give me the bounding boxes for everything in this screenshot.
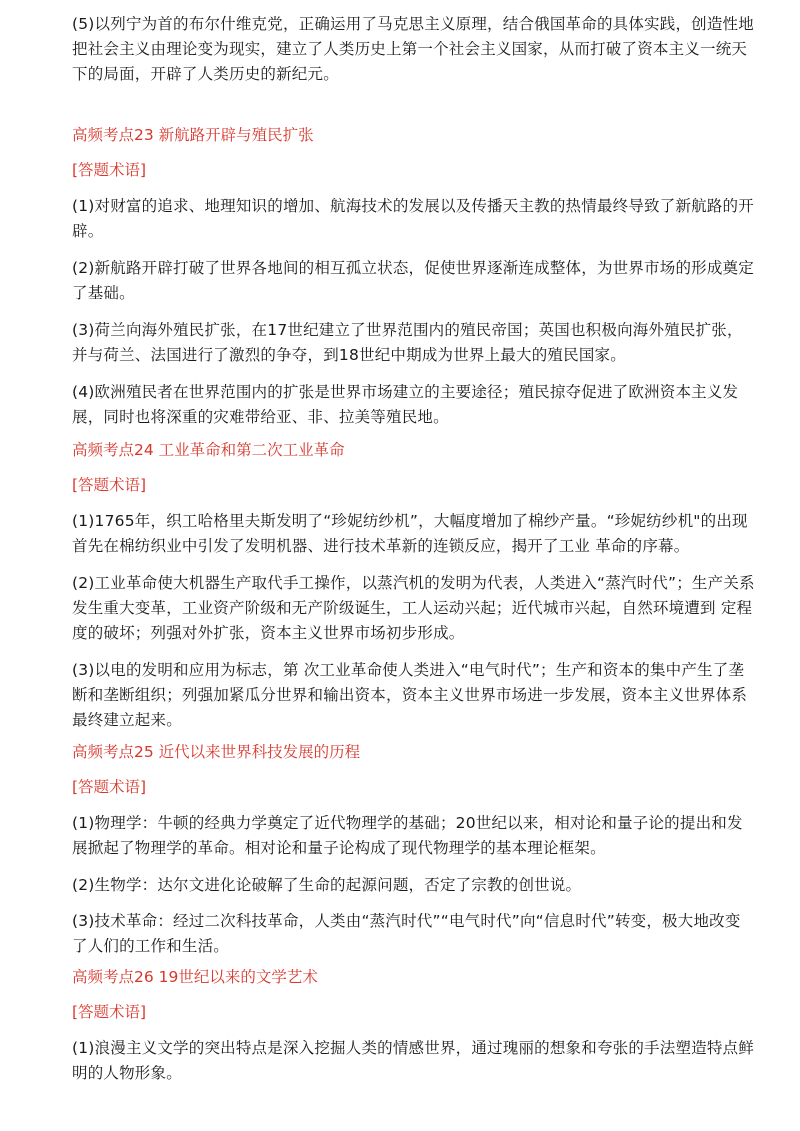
answer-terms-label: [答题术语] <box>72 778 147 796</box>
paragraph-23-4: (4)欧洲殖民者在世界范围内的扩张是世界市场建立的主要途径；殖民掠夺促进了欧洲资本主义发展，同时也将深重的灾难带给亚、非、拉美等殖民地。 <box>72 383 739 426</box>
heading-topic-25: 高频考点25 近代以来世界科技发展的历程 <box>72 743 361 761</box>
paragraph-25-3: (3)技术革命：经过二次科技革命，人类由“蒸汽时代”“电气时代”向“信息时代”转变，极大地改变了人们的工作和生活。 <box>72 912 741 955</box>
paragraph-23-2: (2)新航路开辟打破了世界各地间的相互孤立状态，促使世界逐渐连成整体，为世界市场的形成奠定了基础。 <box>72 259 754 302</box>
paragraph-24-2: (2)工业革命使大机器生产取代手工操作，以蒸汽机的发明为代表，人类进入“蒸汽时代”；生产关系发生重大变革，工业资产阶级和无产阶级诞生，工人运动兴起；近代城市兴起，自然环境遭到 定程度的破坏；列强对外扩张，资本主义世界市场初步形成。 <box>72 574 755 642</box>
answer-terms-label: [答题术语] <box>72 1003 147 1021</box>
paragraph-23-1: (1)对财富的追求、地理知识的增加、航海技术的发展以及传播天主教的热情最终导致了新航路的开辟。 <box>72 197 754 240</box>
paragraph-lenin: (5)以列宁为首的布尔什维克党，正确运用了马克思主义原理，结合俄国革命的具体实践，创造性地把社会主义由理论变为现实，建立了人类历史上第一个社会主义国家，从而打破了资本主义一统天下的局面，开辟了人类历史的新纪元。 <box>72 15 754 83</box>
answer-terms-label: [答题术语] <box>72 161 147 179</box>
paragraph-25-1: (1)物理学：牛顿的经典力学奠定了近代物理学的基础；20世纪以来，相对论和量子论的提出和发展掀起了物理学的革命。相对论和量子论构成了现代物理学的基本理论框架。 <box>72 814 743 857</box>
heading-topic-26: 高频考点26 19世纪以来的文学艺术 <box>72 968 318 986</box>
answer-terms-label: [答题术语] <box>72 476 147 494</box>
paragraph-24-3: (3)以电的发明和应用为标志，第 次工业革命使人类进入“电气时代”；生产和资本的集中产生了垄断和垄断组织；列强加紧瓜分世界和输出资本，资本主义世界市场进一步发展，资本主义世界体系最终建立起来。 <box>72 661 748 729</box>
paragraph-23-3: (3)荷兰向海外殖民扩张，在17世纪建立了世界范围内的殖民帝国；英国也积极向海外殖民扩张，并与荷兰、法国进行了激烈的争夺，到18世纪中期成为世界上最大的殖民国家。 <box>72 321 743 364</box>
paragraph-25-2: (2)生物学：达尔文进化论破解了生命的起源问题，否定了宗教的创世说。 <box>72 876 582 894</box>
paragraph-24-1: (1)1765年，织工哈格里夫斯发明了“珍妮纺纱机”，大幅度增加了棉纱产量。“珍妮纺纱机"的出现首先在棉纺织业中引发了发明机器、进行技术革新的连锁反应，揭开了工业 革命的序幕。 <box>72 512 748 555</box>
paragraph-26-1: (1)浪漫主义文学的突出特点是深入挖掘人类的情感世界，通过瑰丽的想象和夸张的手法塑造特点鲜明的人物形象。 <box>72 1039 754 1082</box>
heading-topic-23: 高频考点23 新航路开辟与殖民扩张 <box>72 126 314 144</box>
heading-topic-24: 高频考点24 工业革命和第二次工业革命 <box>72 441 345 459</box>
